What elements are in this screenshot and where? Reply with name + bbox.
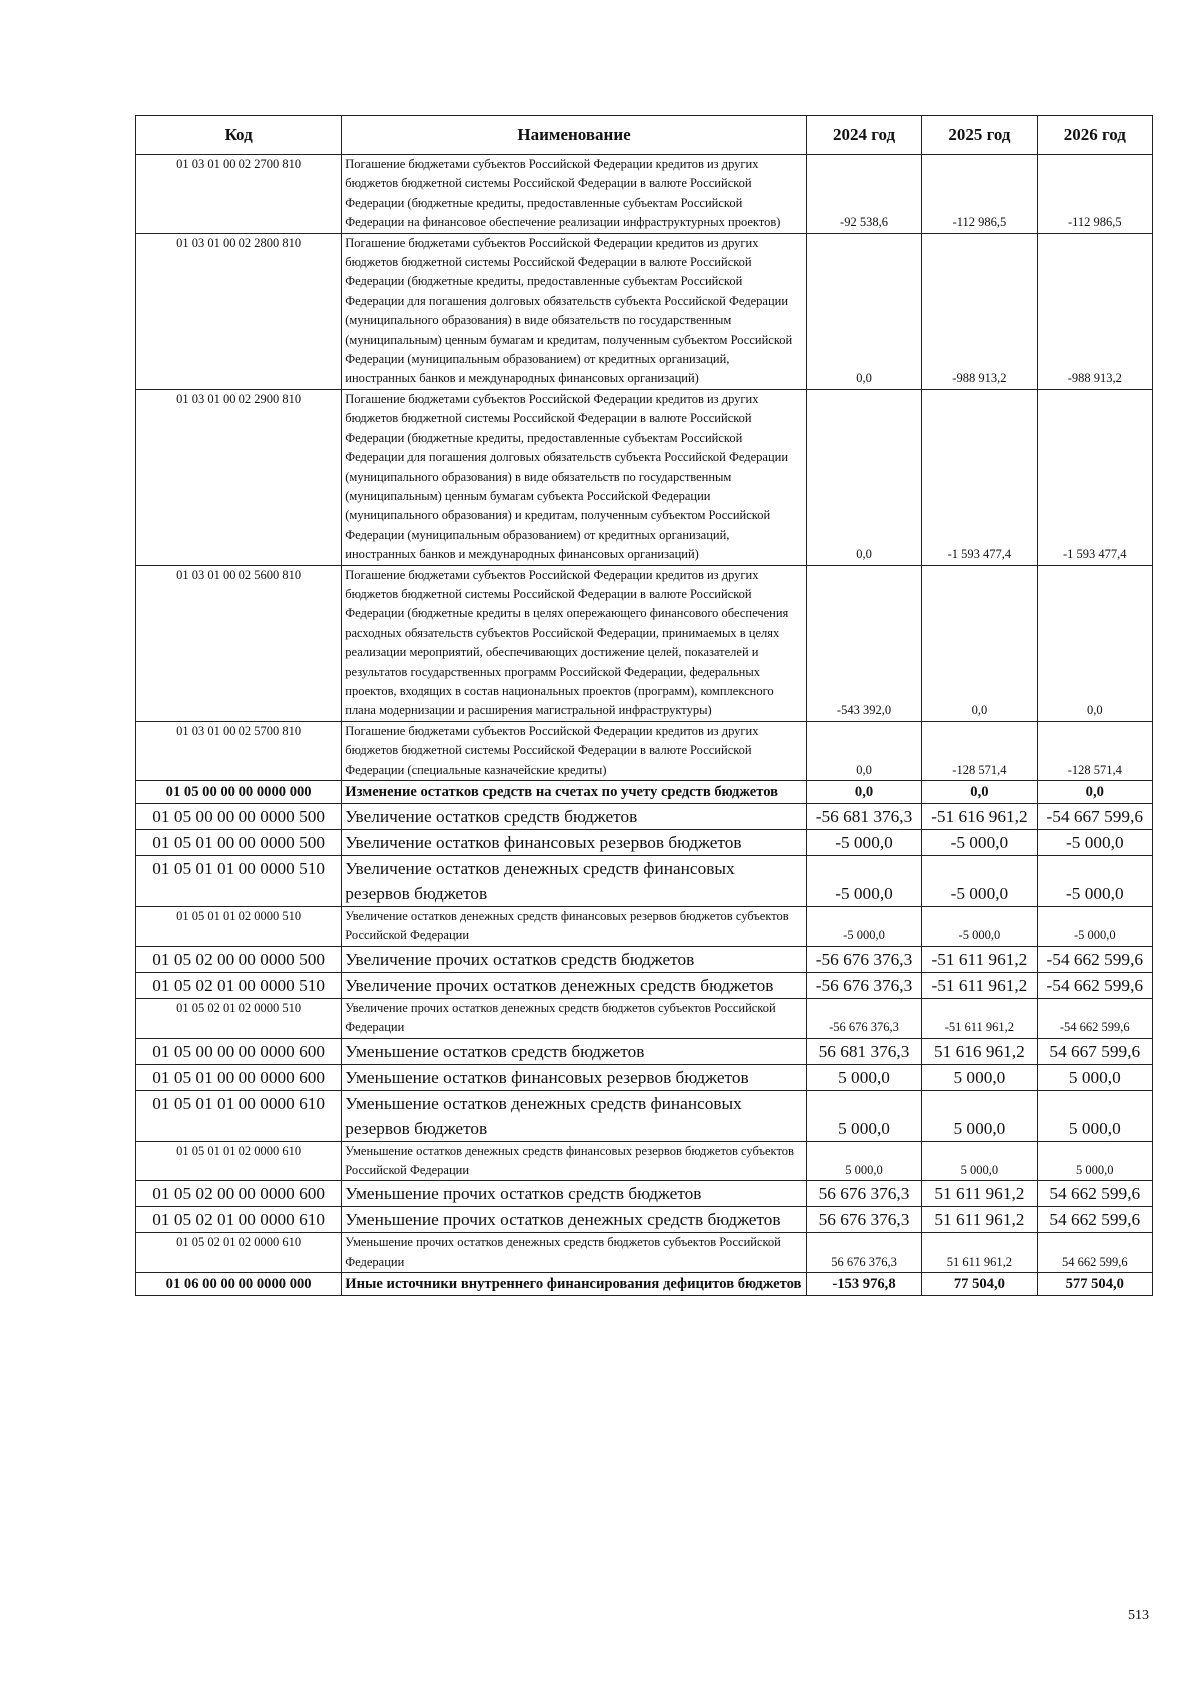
row-code: 01 05 02 00 00 0000 500 — [136, 946, 342, 972]
row-code: 01 05 02 01 00 0000 610 — [136, 1207, 342, 1233]
row-name: Увеличение прочих остатков денежных средств бюджетов — [342, 972, 807, 998]
row-value-2024: 56 676 376,3 — [806, 1233, 921, 1273]
row-value-2026: 0,0 — [1037, 565, 1152, 721]
row-name: Уменьшение остатков денежных средств финансовых резервов бюджетов субъектов Российской Федерации — [342, 1141, 807, 1181]
table-row — [136, 565, 1153, 721]
row-value-2025: 51 611 961,2 — [922, 1207, 1037, 1233]
row-value-2025: -1 593 477,4 — [922, 389, 1037, 565]
row-code: 01 05 02 01 02 0000 610 — [136, 1233, 342, 1273]
row-name: Погашение бюджетами субъектов Российской Федерации кредитов из других бюджетов бюджетной системы Российской Федерации в валюте Российской Федерации (бюджетные кредиты, предоставленные субъектам Российской Федерации для погашения долговых обязательств субъекта Российской Федерации (муниципального образования) в виде обязательств по государственным (муниципальным) ценным бумагам субъекта Российской Федерации (муниципального образования) и кредитам, полученным субъектом Российской Федерации (муниципальным образованием) от кредитных организаций, иностранных банков и международных финансовых организаций) — [342, 389, 807, 565]
row-value-2024: 56 681 376,3 — [806, 1038, 921, 1064]
row-code: 01 03 01 00 02 2900 810 — [136, 389, 342, 565]
row-value-2024: -56 676 376,3 — [806, 946, 921, 972]
table-row — [136, 721, 1153, 780]
row-value-2024: 0,0 — [806, 233, 921, 389]
row-name: Уменьшение прочих остатков средств бюджетов — [342, 1181, 807, 1207]
row-name: Уменьшение остатков денежных средств финансовых резервов бюджетов — [342, 1090, 807, 1141]
row-name: Уменьшение остатков финансовых резервов бюджетов — [342, 1064, 807, 1090]
row-value-2024: 0,0 — [806, 389, 921, 565]
table-row — [136, 781, 1153, 804]
row-name: Погашение бюджетами субъектов Российской Федерации кредитов из других бюджетов бюджетной системы Российской Федерации в валюте Российской Федерации (бюджетные кредиты, предоставленные субъектам Российской Федерации на финансовое обеспечение реализации инфраструктурных проектов) — [342, 155, 807, 234]
row-value-2026: -128 571,4 — [1037, 721, 1152, 780]
row-value-2026: 0,0 — [1037, 781, 1152, 804]
row-value-2025: -51 611 961,2 — [922, 946, 1037, 972]
header-row — [136, 116, 1153, 155]
row-name: Погашение бюджетами субъектов Российской Федерации кредитов из других бюджетов бюджетной системы Российской Федерации в валюте Российской Федерации (бюджетные кредиты в целях опережающего финансового обеспечения расходных обязательств субъектов Российской Федерации, принимаемых в целях реализации мероприятий, обеспечивающих достижение целей, показателей и результатов государственных программ Российской Федерации, федеральных проектов, входящих в состав национальных проектов (программ), комплексного плана модернизации и расширения магистральной инфраструктуры) — [342, 565, 807, 721]
row-code: 01 03 01 00 02 2700 810 — [136, 155, 342, 234]
row-code: 01 05 00 00 00 0000 500 — [136, 804, 342, 830]
row-value-2025: -5 000,0 — [922, 830, 1037, 856]
row-name: Увеличение остатков средств бюджетов — [342, 804, 807, 830]
row-value-2024: -5 000,0 — [806, 830, 921, 856]
row-name: Увеличение остатков денежных средств финансовых резервов бюджетов — [342, 856, 807, 907]
row-name: Увеличение остатков финансовых резервов бюджетов — [342, 830, 807, 856]
row-code: 01 05 01 01 00 0000 610 — [136, 1090, 342, 1141]
table-row — [136, 1038, 1153, 1064]
header-2024: 2024 год — [806, 116, 921, 155]
row-value-2026: 54 662 599,6 — [1037, 1207, 1152, 1233]
table-row — [136, 1181, 1153, 1207]
row-value-2024: 5 000,0 — [806, 1064, 921, 1090]
row-code: 01 05 02 01 00 0000 510 — [136, 972, 342, 998]
row-value-2026: -54 662 599,6 — [1037, 972, 1152, 998]
row-code: 01 06 00 00 00 0000 000 — [136, 1273, 342, 1296]
row-value-2025: -988 913,2 — [922, 233, 1037, 389]
row-code: 01 05 01 01 00 0000 510 — [136, 856, 342, 907]
row-value-2026: -5 000,0 — [1037, 830, 1152, 856]
header-code: Код — [136, 116, 342, 155]
row-code: 01 05 01 01 02 0000 510 — [136, 907, 342, 947]
row-value-2025: 51 611 961,2 — [922, 1181, 1037, 1207]
row-name: Изменение остатков средств на счетах по учету средств бюджетов — [342, 781, 807, 804]
row-code: 01 03 01 00 02 5700 810 — [136, 721, 342, 780]
row-value-2025: 51 616 961,2 — [922, 1038, 1037, 1064]
row-value-2024: -56 676 376,3 — [806, 972, 921, 998]
row-value-2025: 0,0 — [922, 781, 1037, 804]
row-code: 01 05 01 00 00 0000 500 — [136, 830, 342, 856]
row-name: Увеличение прочих остатков денежных средств бюджетов субъектов Российской Федерации — [342, 998, 807, 1038]
row-value-2025: -51 616 961,2 — [922, 804, 1037, 830]
table-row — [136, 233, 1153, 389]
row-value-2025: -51 611 961,2 — [922, 998, 1037, 1038]
row-value-2026: -54 667 599,6 — [1037, 804, 1152, 830]
row-name: Уменьшение прочих остатков денежных средств бюджетов субъектов Российской Федерации — [342, 1233, 807, 1273]
budget-table — [135, 115, 1153, 1296]
row-value-2024: 0,0 — [806, 781, 921, 804]
row-value-2025: -5 000,0 — [922, 856, 1037, 907]
header-2025: 2025 год — [922, 116, 1037, 155]
row-value-2024: -56 681 376,3 — [806, 804, 921, 830]
row-value-2025: 5 000,0 — [922, 1141, 1037, 1181]
table-row — [136, 972, 1153, 998]
row-value-2026: -5 000,0 — [1037, 856, 1152, 907]
row-value-2025: -128 571,4 — [922, 721, 1037, 780]
row-value-2025: 5 000,0 — [922, 1090, 1037, 1141]
row-value-2025: 77 504,0 — [922, 1273, 1037, 1296]
row-value-2024: -56 676 376,3 — [806, 998, 921, 1038]
row-name: Уменьшение остатков средств бюджетов — [342, 1038, 807, 1064]
header-name: Наименование — [342, 116, 807, 155]
row-value-2026: -54 662 599,6 — [1037, 946, 1152, 972]
row-value-2024: 5 000,0 — [806, 1090, 921, 1141]
row-code: 01 03 01 00 02 2800 810 — [136, 233, 342, 389]
row-value-2024: 56 676 376,3 — [806, 1181, 921, 1207]
row-code: 01 05 01 01 02 0000 610 — [136, 1141, 342, 1181]
row-name: Иные источники внутреннего финансирования дефицитов бюджетов — [342, 1273, 807, 1296]
table-row — [136, 998, 1153, 1038]
table-row — [136, 155, 1153, 234]
row-value-2026: 54 662 599,6 — [1037, 1181, 1152, 1207]
row-code: 01 05 01 00 00 0000 600 — [136, 1064, 342, 1090]
row-value-2026: 54 667 599,6 — [1037, 1038, 1152, 1064]
row-value-2026: -112 986,5 — [1037, 155, 1152, 234]
row-value-2025: -112 986,5 — [922, 155, 1037, 234]
table-row — [136, 1207, 1153, 1233]
row-name: Увеличение прочих остатков средств бюджетов — [342, 946, 807, 972]
row-value-2025: -51 611 961,2 — [922, 972, 1037, 998]
row-code: 01 05 00 00 00 0000 600 — [136, 1038, 342, 1064]
row-name: Увеличение остатков денежных средств финансовых резервов бюджетов субъектов Российской Федерации — [342, 907, 807, 947]
row-value-2024: -5 000,0 — [806, 907, 921, 947]
row-code: 01 03 01 00 02 5600 810 — [136, 565, 342, 721]
header-2026: 2026 год — [1037, 116, 1152, 155]
row-value-2024: 56 676 376,3 — [806, 1207, 921, 1233]
row-value-2026: 54 662 599,6 — [1037, 1233, 1152, 1273]
row-name: Погашение бюджетами субъектов Российской Федерации кредитов из других бюджетов бюджетной системы Российской Федерации в валюте Российской Федерации (специальные казначейские кредиты) — [342, 721, 807, 780]
table-row — [136, 1064, 1153, 1090]
row-code: 01 05 02 00 00 0000 600 — [136, 1181, 342, 1207]
row-code: 01 05 00 00 00 0000 000 — [136, 781, 342, 804]
table-row — [136, 1233, 1153, 1273]
row-value-2026: -988 913,2 — [1037, 233, 1152, 389]
row-name: Погашение бюджетами субъектов Российской Федерации кредитов из других бюджетов бюджетной системы Российской Федерации в валюте Российской Федерации (бюджетные кредиты, предоставленные субъектам Российской Федерации для погашения долговых обязательств субъекта Российской Федерации (муниципального образования) в виде обязательств по государственным (муниципальным) ценным бумагам и кредитам, полученным субъектом Российской Федерации (муниципальным образованием) от кредитных организаций, иностранных банков и международных финансовых организаций) — [342, 233, 807, 389]
page-number: 513 — [1128, 1608, 1149, 1623]
table-row — [136, 1273, 1153, 1296]
row-value-2026: -1 593 477,4 — [1037, 389, 1152, 565]
row-value-2024: -543 392,0 — [806, 565, 921, 721]
row-value-2025: -5 000,0 — [922, 907, 1037, 947]
row-value-2026: 5 000,0 — [1037, 1090, 1152, 1141]
table-row — [136, 830, 1153, 856]
row-value-2024: -92 538,6 — [806, 155, 921, 234]
table-row — [136, 1141, 1153, 1181]
table-row — [136, 389, 1153, 565]
row-value-2026: -5 000,0 — [1037, 907, 1152, 947]
row-name: Уменьшение прочих остатков денежных средств бюджетов — [342, 1207, 807, 1233]
row-value-2025: 5 000,0 — [922, 1064, 1037, 1090]
table-row — [136, 856, 1153, 907]
table-row — [136, 946, 1153, 972]
row-value-2025: 51 611 961,2 — [922, 1233, 1037, 1273]
row-value-2026: 5 000,0 — [1037, 1141, 1152, 1181]
table-row — [136, 804, 1153, 830]
row-value-2026: 5 000,0 — [1037, 1064, 1152, 1090]
row-value-2024: 0,0 — [806, 721, 921, 780]
row-value-2026: 577 504,0 — [1037, 1273, 1152, 1296]
row-value-2024: -5 000,0 — [806, 856, 921, 907]
row-value-2025: 0,0 — [922, 565, 1037, 721]
table-row — [136, 1090, 1153, 1141]
row-code: 01 05 02 01 02 0000 510 — [136, 998, 342, 1038]
table-row — [136, 907, 1153, 947]
row-value-2024: 5 000,0 — [806, 1141, 921, 1181]
row-value-2024: -153 976,8 — [806, 1273, 921, 1296]
row-value-2026: -54 662 599,6 — [1037, 998, 1152, 1038]
